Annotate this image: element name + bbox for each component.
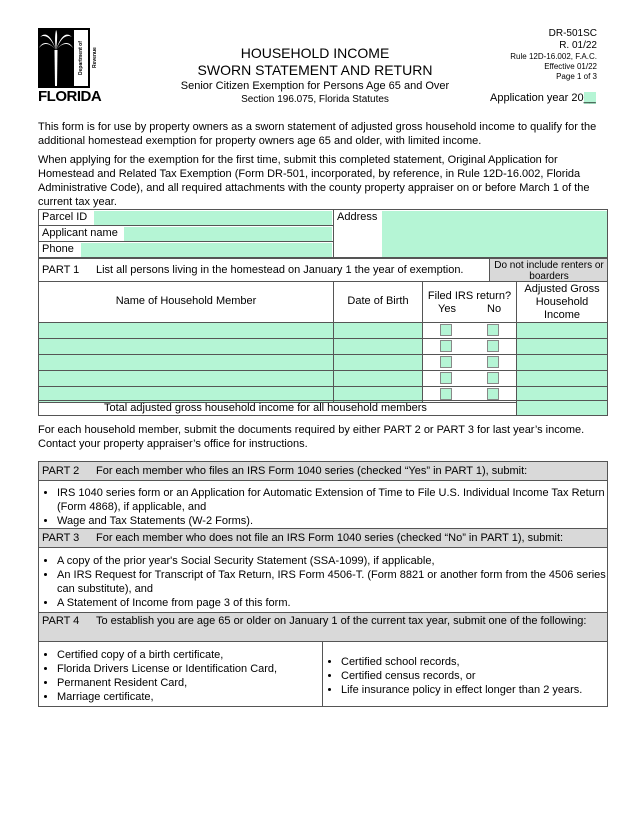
part3-header (38, 528, 608, 548)
part2-label: PART 2 (42, 465, 80, 477)
member-name-input[interactable] (38, 322, 334, 339)
part2-list-box (38, 480, 608, 529)
form-rule: Rule 12D-16.002, F.A.C. (510, 52, 597, 61)
member-income-input[interactable] (516, 322, 608, 339)
intro-paragraph-2: When applying for the exemption for the first time, submit this completed statement, Original Application for Homestead and Related Tax Exemption (Form DR-501, incorporated, by reference, in Rule 12D-16.002, Florida Administrative Code), and all required attachments with the county property appraiser on or before March 1 of the current tax year. (38, 154, 590, 208)
form-effective: Effective 01/22 (544, 62, 597, 71)
member-income-input[interactable] (516, 370, 608, 387)
address-label: Address (337, 211, 378, 223)
phone-label: Phone (42, 243, 74, 255)
address-box (333, 209, 608, 258)
part3-list (41, 554, 607, 610)
col-header-yes: Yes (438, 303, 456, 315)
filed-irs-cell (422, 338, 517, 355)
total-label: Total adjusted gross household income for all household members (104, 402, 427, 414)
filed-yes-checkbox[interactable] (440, 324, 452, 336)
filed-no-checkbox[interactable] (487, 324, 499, 336)
form-number: DR-501SC (548, 28, 597, 39)
col-header-income: Adjusted Gross Household Income (516, 281, 608, 323)
filed-yes-checkbox[interactable] (440, 372, 452, 384)
phone-input[interactable] (81, 243, 332, 257)
list-item: • IRS 1040 series form or an Application for Automatic Extension of Time to File U.S. Individual Income Tax Return (Form 4868), if applicable, and (57, 486, 607, 514)
applicant-name-row (38, 225, 334, 242)
parcel-id-label: Parcel ID (42, 211, 88, 223)
form-subtitle: Senior Citizen Exemption for Persons Age 65 and Over (180, 80, 450, 92)
form-title-line1: HOUSEHOLD INCOME (240, 45, 390, 61)
list-item: • A Statement of Income from page 3 of this form. (57, 596, 607, 610)
part2-header (38, 461, 608, 481)
col-header-dob: Date of Birth (333, 281, 423, 323)
part1-label: PART 1 (42, 264, 80, 276)
list-item: • An IRS Request for Transcript of Tax Return, IRS Form 4506-T. (Form 8821 or another form from the 4506 series can substitute), and (57, 568, 607, 596)
part1-note: Do not include renters or boarders (494, 260, 604, 282)
list-item: • Certified census records, or (341, 669, 607, 683)
part4-left-box (38, 641, 323, 707)
phone-row (38, 241, 334, 258)
parcel-id-input[interactable] (94, 211, 332, 225)
part4-header (38, 612, 608, 642)
documents-instructions: For each household member, submit the documents required by either PART 2 or PART 3 for last year’s income. Contact your property appraiser’s office for instructions. (38, 424, 585, 450)
member-income-input[interactable] (516, 354, 608, 371)
applicant-name-label: Applicant name (42, 227, 118, 239)
applicant-name-input[interactable] (124, 227, 332, 241)
member-dob-input[interactable] (333, 322, 423, 339)
form-title-line2: SWORN STATEMENT AND RETURN (197, 62, 433, 78)
part4-left-list (41, 648, 322, 704)
total-income-input[interactable] (516, 400, 608, 416)
part3-instruction: For each member who does not file an IRS Form 1040 series (checked “No” in PART 1), submit: (96, 532, 564, 544)
form-revision: R. 01/22 (559, 40, 597, 51)
filed-irs-cell (422, 354, 517, 371)
part1-note-box (489, 258, 608, 282)
member-name-input[interactable] (38, 370, 334, 387)
application-year-input[interactable]: __ (583, 92, 596, 104)
filed-irs-cell (422, 370, 517, 387)
part1-header (38, 258, 490, 282)
intro-paragraph-1: This form is for use by property owners as a sworn statement of adjusted gross household income to qualify for the additional homestead exemption for property owners age 65 and older, with limited income. (38, 121, 597, 147)
member-name-input[interactable] (38, 338, 334, 355)
logo-department-text: Department of Revenue (74, 30, 88, 86)
filed-no-checkbox[interactable] (487, 356, 499, 368)
col-header-no: No (487, 303, 502, 315)
total-row (38, 400, 517, 416)
col-header-filed: Filed IRS return? Yes No (422, 281, 517, 323)
filed-irs-cell (422, 322, 517, 339)
page-number: Page 1 of 3 (556, 72, 597, 81)
member-income-input[interactable] (516, 338, 608, 355)
list-item: • Life insurance policy in effect longer than 2 years. (341, 683, 607, 697)
florida-dor-logo (38, 28, 102, 105)
address-input[interactable] (382, 211, 607, 257)
filed-yes-checkbox[interactable] (440, 388, 452, 400)
member-dob-input[interactable] (333, 354, 423, 371)
part3-list-box (38, 547, 608, 613)
part2-instruction: For each member who files an IRS Form 1040 series (checked “Yes” in PART 1), submit: (96, 465, 528, 477)
col-header-name: Name of Household Member (38, 281, 334, 323)
part4-instruction: To establish you are age 65 or older on January 1 of the current tax year, submit one of the following: (96, 615, 587, 627)
part4-right-list (325, 655, 607, 697)
filed-no-checkbox[interactable] (487, 372, 499, 384)
list-item: • Permanent Resident Card, (57, 676, 322, 690)
parcel-id-row (38, 209, 334, 226)
member-dob-input[interactable] (333, 370, 423, 387)
part4-right-box (322, 641, 608, 707)
list-item: • A copy of the prior year's Social Security Statement (SSA-1099), if applicable, (57, 554, 607, 568)
filed-no-checkbox[interactable] (487, 388, 499, 400)
form-statute: Section 196.075, Florida Statutes (241, 94, 389, 105)
list-item: • Marriage certificate, (57, 690, 322, 704)
filed-yes-checkbox[interactable] (440, 340, 452, 352)
list-item: • Certified copy of a birth certificate, (57, 648, 322, 662)
part3-label: PART 3 (42, 532, 80, 544)
list-item: • Certified school records, (341, 655, 607, 669)
list-item: • Florida Drivers License or Identification Card, (57, 662, 322, 676)
filed-yes-checkbox[interactable] (440, 356, 452, 368)
application-year (490, 92, 596, 104)
part1-instruction: List all persons living in the homestead on January 1 the year of exemption. (96, 264, 464, 276)
part4-label: PART 4 (42, 615, 80, 627)
application-year-label: Application year 20 (490, 92, 584, 104)
logo-florida-text: FLORIDA (38, 88, 102, 105)
filed-no-checkbox[interactable] (487, 340, 499, 352)
member-name-input[interactable] (38, 354, 334, 371)
list-item: • Wage and Tax Statements (W-2 Forms). (57, 514, 607, 528)
part2-list (41, 486, 607, 528)
member-dob-input[interactable] (333, 338, 423, 355)
